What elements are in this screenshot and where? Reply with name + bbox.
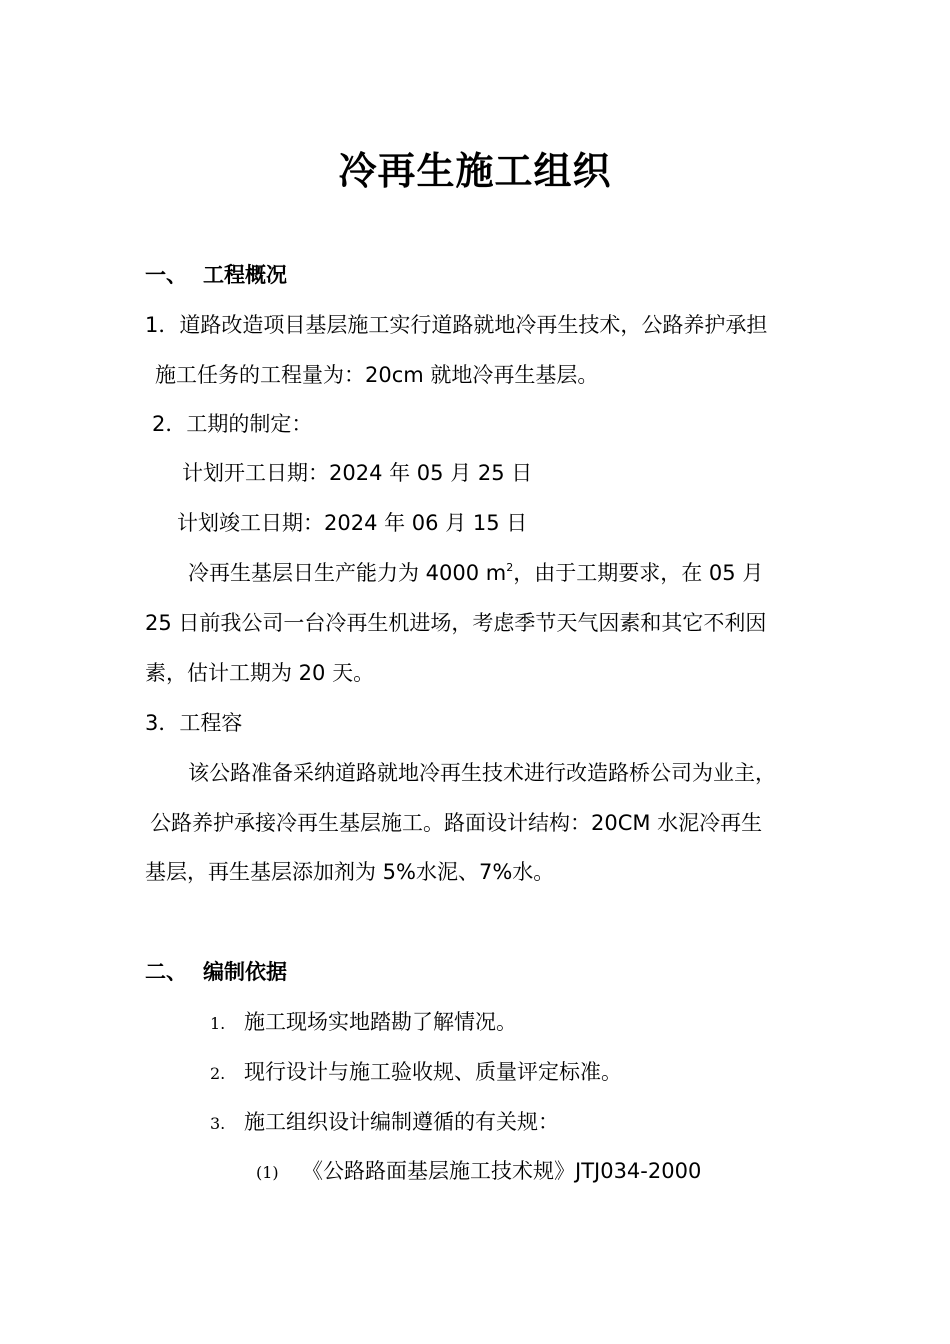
paragraph-line: 基层，再生基层添加剂为 5%水泥、7%水。 <box>145 860 555 884</box>
capacity-line <box>188 559 763 587</box>
list-item-number: 3. <box>210 1114 226 1133</box>
paragraph-line: 1．道路改造项目基层施工实行道路就地冷再生技术，公路养护承担 <box>145 313 768 337</box>
list-item <box>210 1058 622 1088</box>
section-title: 编制依据 <box>203 960 287 984</box>
section-title: 工程概况 <box>203 263 287 287</box>
section-heading-1 <box>145 261 287 289</box>
list-item <box>210 1008 517 1038</box>
list-item-text: 现行设计与施工验收规、质量评定标准。 <box>244 1060 622 1084</box>
sub-list-item <box>256 1157 701 1187</box>
paragraph-line: 素，估计工期为 20 天。 <box>145 661 375 685</box>
paragraph-line: 该公路准备采纳道路就地冷再生技术进行改造路桥公司为业主， <box>188 761 776 785</box>
paragraph-line: 公路养护承接冷再生基层施工。路面设计结构：20CM 水泥冷再生 <box>150 811 763 835</box>
list-item <box>210 1108 559 1138</box>
start-date-line: 计划开工日期：2024 年 05 月 25 日 <box>182 461 533 485</box>
paragraph-line: 2．工期的制定： <box>152 412 313 436</box>
section-number: 二、 <box>145 960 187 984</box>
list-item-text: 施工现场实地踏勘了解情况。 <box>244 1010 517 1034</box>
document-title: 冷再生施工组织 <box>338 149 612 193</box>
section-heading-2 <box>145 958 287 986</box>
capacity-text: ，由于工期要求，在 05 月 <box>513 561 764 585</box>
list-item-number: 1. <box>210 1014 226 1033</box>
paragraph-line: 3．工程容 <box>145 711 243 735</box>
sub-list-item-text: 《公路路面基层施工技术规》JTJ034-2000 <box>302 1159 702 1183</box>
list-item-number: 2. <box>210 1064 226 1083</box>
paragraph-line: 25 日前我公司一台冷再生机进场，考虑季节天气因素和其它不利因 <box>145 611 767 635</box>
list-item-text: 施工组织设计编制遵循的有关规： <box>244 1110 559 1134</box>
capacity-text: 冷再生基层日生产能力为 4000 m <box>188 561 507 585</box>
section-number: 一、 <box>145 263 187 287</box>
superscript: 2 <box>506 561 514 574</box>
paragraph-line: 施工任务的工程量为：20cm 就地冷再生基层。 <box>155 363 599 387</box>
end-date-line: 计划竣工日期：2024 年 06 月 15 日 <box>177 511 528 535</box>
sub-list-item-number: (1) <box>256 1163 279 1182</box>
